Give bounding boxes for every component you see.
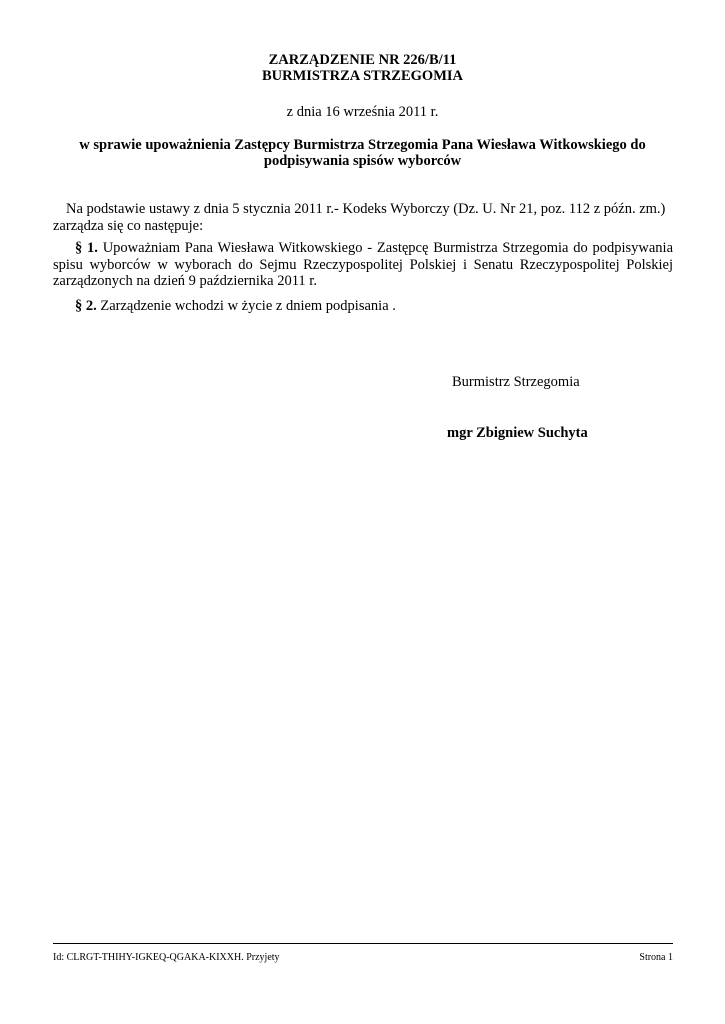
footer-page-number: Strona 1	[639, 952, 673, 963]
footer-divider	[53, 943, 673, 944]
document-subject	[0, 137, 725, 169]
subject-line-2: podpisywania spisów wyborców	[263, 153, 462, 169]
title-line-1: ZARZĄDZENIE NR 226/B/11	[268, 52, 457, 68]
preamble	[53, 201, 673, 234]
paragraph-2-label: § 2.	[75, 298, 97, 314]
document-title	[0, 52, 725, 84]
paragraph-2-text: Zarządzenie wchodzi w życie z dniem podpisania .	[100, 298, 396, 314]
paragraph-1	[53, 240, 673, 290]
signature-office: Burmistrz Strzegomia	[452, 374, 580, 390]
title-line-2: BURMISTRZA STRZEGOMIA	[261, 68, 464, 84]
paragraph-2	[53, 298, 673, 315]
footer-document-id: Id: CLRGT-THIHY-IGKEQ-QGAKA-KIXXH. Przyjety	[53, 952, 280, 963]
paragraph-1-text: Upoważniam Pana Wiesława Witkowskiego - Zastępcę Burmistrza Strzegomia do podpisywania spisu wyborców w wyborach do Sejmu Rzeczypospolitej Polskiej i Senatu Rzeczypospolitej Polskiej zarządzonych na dzień 9 października 2011 r.	[53, 240, 674, 289]
subject-line-1: w sprawie upoważnienia Zastępcy Burmistrza Strzegomia Pana Wiesława Witkowskiego do	[79, 137, 646, 153]
preamble-line-1: Na podstawie ustawy z dnia 5 stycznia 2011 r.- Kodeks Wyborczy (Dz. U. Nr 21, poz. 112 z późn. zm.)	[66, 201, 666, 217]
signature-name: mgr Zbigniew Suchyta	[447, 425, 588, 441]
paragraph-1-label: § 1.	[75, 240, 98, 256]
preamble-line-2: zarządza się co następuje:	[53, 217, 204, 234]
document-date: z dnia 16 września 2011 r.	[286, 104, 439, 120]
